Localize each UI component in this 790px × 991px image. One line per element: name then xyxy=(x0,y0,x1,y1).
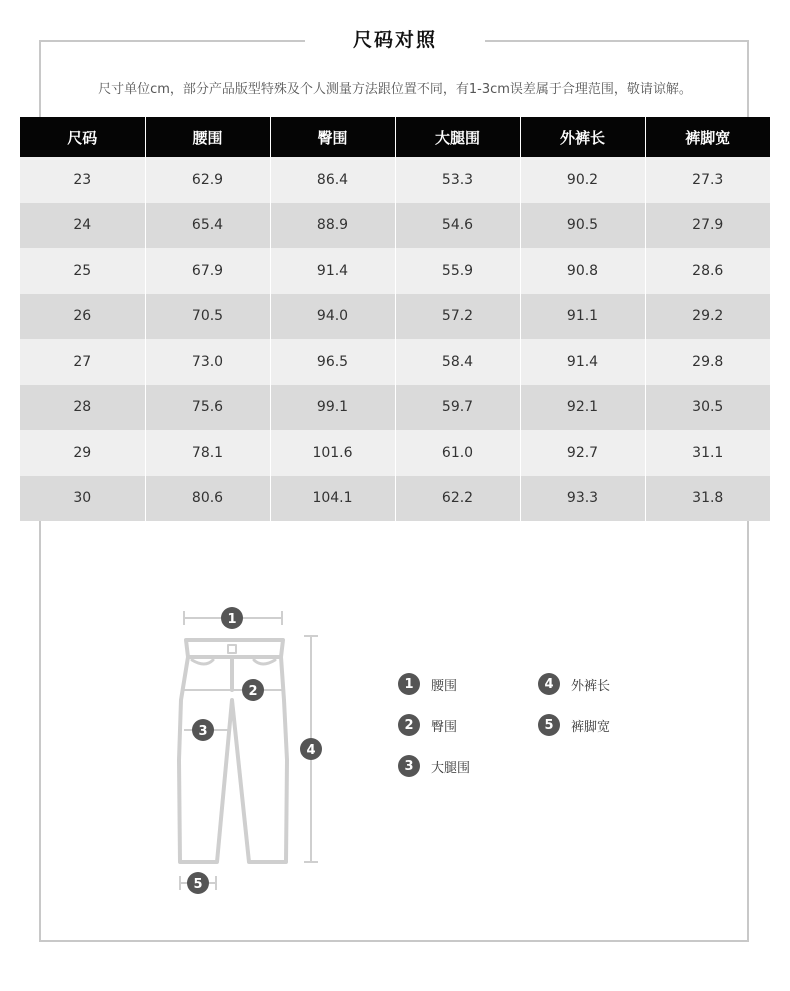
cell-thigh: 53.3 xyxy=(395,157,520,203)
legend-item-waist xyxy=(398,673,457,695)
cell-length: 91.1 xyxy=(520,294,645,340)
cell-length: 90.8 xyxy=(520,248,645,294)
cell-size: 24 xyxy=(20,203,145,249)
cell-waist: 73.0 xyxy=(145,339,270,385)
cell-thigh: 54.6 xyxy=(395,203,520,249)
cell-hem: 31.8 xyxy=(645,476,770,522)
header-waist: 腰围 xyxy=(145,117,270,157)
cell-length: 90.5 xyxy=(520,203,645,249)
badge-5-text: 5 xyxy=(193,877,203,892)
diagram-badges xyxy=(187,607,322,894)
cell-length: 92.1 xyxy=(520,385,645,431)
cell-length: 90.2 xyxy=(520,157,645,203)
legend-label: 裤脚宽 xyxy=(571,719,611,735)
cell-hip: 88.9 xyxy=(270,203,395,249)
cell-hem: 27.3 xyxy=(645,157,770,203)
cell-thigh: 62.2 xyxy=(395,476,520,522)
legend-label: 臀围 xyxy=(431,719,458,735)
cell-thigh: 59.7 xyxy=(395,385,520,431)
cell-hip: 91.4 xyxy=(270,248,395,294)
header-hem: 裤脚宽 xyxy=(645,117,770,157)
cell-hem: 29.2 xyxy=(645,294,770,340)
legend-badge: 4 xyxy=(538,673,560,695)
legend-item-thigh xyxy=(398,755,470,777)
cell-length: 91.4 xyxy=(520,339,645,385)
legend-label: 腰围 xyxy=(431,678,458,694)
cell-hip: 94.0 xyxy=(270,294,395,340)
pants-outline xyxy=(179,640,287,862)
cell-thigh: 57.2 xyxy=(395,294,520,340)
legend-badge: 3 xyxy=(398,755,420,777)
legend-badge: 1 xyxy=(398,673,420,695)
legend-item-length xyxy=(538,673,610,695)
cell-thigh: 55.9 xyxy=(395,248,520,294)
cell-hem: 30.5 xyxy=(645,385,770,431)
badge-2-text: 2 xyxy=(248,684,258,699)
cell-hip: 96.5 xyxy=(270,339,395,385)
cell-waist: 70.5 xyxy=(145,294,270,340)
cell-size: 26 xyxy=(20,294,145,340)
cell-hem: 28.6 xyxy=(645,248,770,294)
cell-size: 27 xyxy=(20,339,145,385)
legend-badge: 2 xyxy=(398,714,420,736)
header-size: 尺码 xyxy=(20,117,145,157)
badge-1-text: 1 xyxy=(227,612,237,627)
cell-waist: 80.6 xyxy=(145,476,270,522)
measurement-note: 尺寸单位cm，部分产品版型特殊及个人测量方法跟位置不同，有1-3cm误差属于合理范围，敬请谅解。 xyxy=(98,82,692,97)
legend-item-hem xyxy=(538,714,610,736)
cell-waist: 62.9 xyxy=(145,157,270,203)
cell-size: 25 xyxy=(20,248,145,294)
header-thigh: 大腿围 xyxy=(395,117,520,157)
cell-size: 23 xyxy=(20,157,145,203)
badge-4-text: 4 xyxy=(306,743,316,758)
cell-length: 93.3 xyxy=(520,476,645,522)
legend-label: 大腿围 xyxy=(431,760,471,776)
cell-hem: 27.9 xyxy=(645,203,770,249)
legend-item-hip xyxy=(398,714,457,736)
cell-size: 29 xyxy=(20,430,145,476)
header-hip: 臀围 xyxy=(270,117,395,157)
cell-waist: 78.1 xyxy=(145,430,270,476)
cell-size: 30 xyxy=(20,476,145,522)
cell-thigh: 58.4 xyxy=(395,339,520,385)
cell-hip: 99.1 xyxy=(270,385,395,431)
header-length: 外裤长 xyxy=(520,117,645,157)
legend-badge: 5 xyxy=(538,714,560,736)
cell-hem: 29.8 xyxy=(645,339,770,385)
cell-hip: 104.1 xyxy=(270,476,395,522)
cell-hip: 86.4 xyxy=(270,157,395,203)
cell-hem: 31.1 xyxy=(645,430,770,476)
cell-thigh: 61.0 xyxy=(395,430,520,476)
cell-waist: 65.4 xyxy=(145,203,270,249)
cell-waist: 67.9 xyxy=(145,248,270,294)
legend-label: 外裤长 xyxy=(571,678,611,694)
page-title: 尺码对照 xyxy=(352,29,437,51)
cell-size: 28 xyxy=(20,385,145,431)
cell-waist: 75.6 xyxy=(145,385,270,431)
badge-3-text: 3 xyxy=(198,724,208,739)
cell-length: 92.7 xyxy=(520,430,645,476)
cell-hip: 101.6 xyxy=(270,430,395,476)
